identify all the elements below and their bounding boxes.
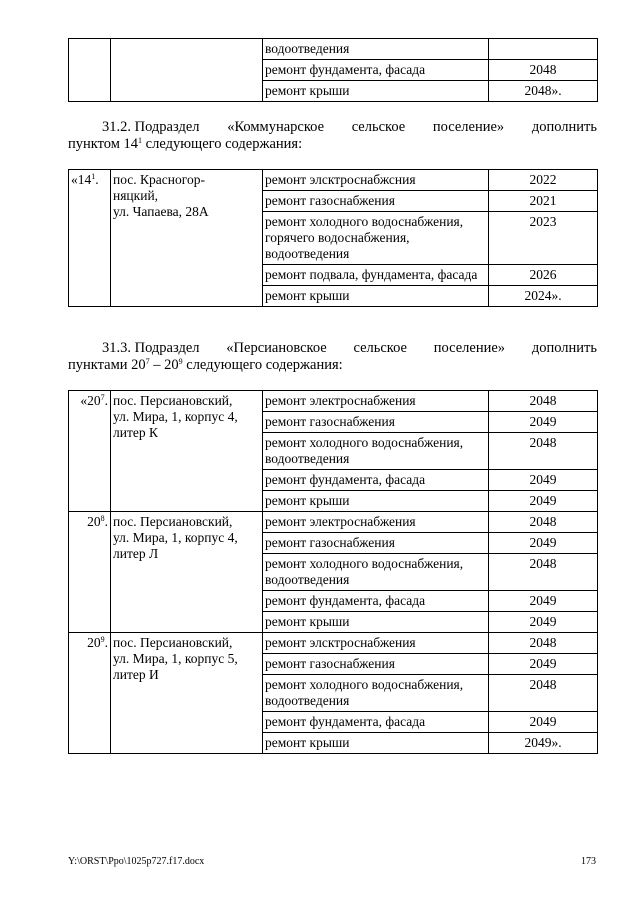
paragraph-31-2-line2 bbox=[68, 136, 597, 153]
year-cell: 2048». bbox=[489, 81, 598, 102]
p1-line2-sup: 1 bbox=[138, 136, 143, 145]
item-number-text: «14 bbox=[71, 172, 92, 187]
work-cell: ремонт фундамента, фасада bbox=[263, 712, 489, 733]
p1-line2-post: следующего содержания: bbox=[142, 136, 303, 152]
address-line: ул. Мира, 1, корпус 5, bbox=[113, 651, 238, 666]
year-cell: 2049 bbox=[489, 591, 598, 612]
work-cell: ремонт элсктроснабжсния bbox=[263, 170, 489, 191]
table-row bbox=[69, 633, 598, 654]
work-cell: ремонт холодного водоснабжения, водоотведения bbox=[263, 433, 489, 470]
p1-word-5: дополнить bbox=[531, 119, 597, 135]
item-number-sup: 9 bbox=[100, 635, 105, 644]
work-cell: ремонт холодного водоснабжения, водоотведения bbox=[263, 675, 489, 712]
item-number bbox=[69, 170, 111, 307]
work-cell: ремонт фундамента, фасада bbox=[263, 591, 489, 612]
address-cell bbox=[111, 170, 263, 307]
work-cell: ремонт газоснабжения bbox=[263, 191, 489, 212]
p1-word-1: 31.2. Подраздел bbox=[102, 119, 200, 135]
address-line: ул. Чапаева, 28А bbox=[113, 204, 209, 219]
address-line: ул. Мира, 1, корпус 4, bbox=[113, 409, 238, 424]
table-row bbox=[69, 170, 598, 191]
work-cell: ремонт подвала, фундамента, фасада bbox=[263, 265, 489, 286]
year-cell: 2049 bbox=[489, 612, 598, 633]
paragraph-31-3 bbox=[68, 340, 597, 374]
paragraph-31-3-line1 bbox=[68, 340, 597, 357]
work-cell: ремонт фундамента, фасада bbox=[263, 470, 489, 491]
empty-number-cell bbox=[69, 39, 111, 102]
item-number-sup: 8 bbox=[100, 514, 105, 523]
work-cell: ремонт электроснабжения bbox=[263, 391, 489, 412]
year-cell: 2048 bbox=[489, 391, 598, 412]
address-line: пос. Персиановский, bbox=[113, 514, 233, 529]
address-line: пос. Персиановский, bbox=[113, 635, 233, 650]
work-cell: ремонт крыши bbox=[263, 733, 489, 754]
item-number bbox=[69, 633, 111, 754]
work-cell: ремонт холодного водоснабжения, водоотведения bbox=[263, 554, 489, 591]
paragraph-31-3-line2 bbox=[68, 357, 597, 374]
p1-word-3: сельское bbox=[351, 119, 406, 135]
year-cell: 2049 bbox=[489, 412, 598, 433]
p2-line2-post: следующего содержания: bbox=[182, 357, 343, 373]
p1-word-2: «Коммунарское bbox=[227, 119, 325, 135]
year-cell: 2048 bbox=[489, 675, 598, 712]
work-cell: ремонт крыши bbox=[263, 286, 489, 307]
year-cell: 2049 bbox=[489, 712, 598, 733]
address-line: няцкий, bbox=[113, 188, 159, 203]
work-cell: ремонт крыши bbox=[263, 81, 489, 102]
item-number-text: 20 bbox=[87, 514, 101, 529]
p2-line2-mid: – 20 bbox=[149, 357, 179, 373]
item-number-suffix: . bbox=[104, 393, 108, 408]
work-cell: ремонт газоснабжения bbox=[263, 654, 489, 675]
year-cell: 2048 bbox=[489, 554, 598, 591]
year-cell: 2026 bbox=[489, 265, 598, 286]
empty-address-cell bbox=[111, 39, 263, 102]
year-cell: 2049». bbox=[489, 733, 598, 754]
work-cell: ремонт газоснабжения bbox=[263, 412, 489, 433]
address-line: литер К bbox=[113, 425, 158, 440]
address-cell bbox=[111, 633, 263, 754]
address-line: пос. Красногор- bbox=[113, 172, 205, 187]
paragraph-31-2-line1 bbox=[68, 119, 597, 136]
work-cell: ремонт холодного водоснабжения, горячего водоснабжения, водоотведения bbox=[263, 212, 489, 265]
item-number-suffix: . bbox=[104, 635, 108, 650]
year-cell bbox=[489, 39, 598, 60]
year-cell: 2048 bbox=[489, 433, 598, 470]
year-cell: 2049 bbox=[489, 491, 598, 512]
footer-file-path: Y:\ORST\Ppo\1025p727.f17.docx bbox=[68, 856, 205, 867]
p2-line2-sup2: 9 bbox=[178, 357, 183, 366]
item-number bbox=[69, 512, 111, 633]
address-line: пос. Персиановский, bbox=[113, 393, 233, 408]
p2-word-2: «Персиановское bbox=[226, 340, 327, 356]
year-cell: 2023 bbox=[489, 212, 598, 265]
year-cell: 2021 bbox=[489, 191, 598, 212]
p2-word-3: сельское bbox=[353, 340, 407, 356]
table-row bbox=[69, 391, 598, 412]
p1-line2-pre: пунктом 14 bbox=[68, 136, 139, 152]
address-line: литер И bbox=[113, 667, 159, 682]
item-number bbox=[69, 391, 111, 512]
year-cell: 2024». bbox=[489, 286, 598, 307]
item-number-text: «20 bbox=[80, 393, 101, 408]
work-cell: ремонт крыши bbox=[263, 491, 489, 512]
address-line: ул. Мира, 1, корпус 4, bbox=[113, 530, 238, 545]
work-cell: водоотведения bbox=[263, 39, 489, 60]
item-number-suffix: . bbox=[104, 514, 108, 529]
p2-word-5: дополнить bbox=[531, 340, 597, 356]
address-cell bbox=[111, 391, 263, 512]
year-cell: 2048 bbox=[489, 60, 598, 81]
work-cell: ремонт газоснабжения bbox=[263, 533, 489, 554]
p2-word-1: 31.3. Подраздел bbox=[102, 340, 200, 356]
table-item-14-1 bbox=[68, 169, 598, 307]
work-cell: ремонт элсктроснабжения bbox=[263, 633, 489, 654]
p2-word-4: поселение» bbox=[433, 340, 506, 356]
p2-line2-pre: пунктами 20 bbox=[68, 357, 146, 373]
year-cell: 2049 bbox=[489, 470, 598, 491]
p2-line2-sup1: 7 bbox=[145, 357, 150, 366]
work-cell: ремонт фундамента, фасада bbox=[263, 60, 489, 81]
table-items-20 bbox=[68, 390, 598, 754]
table-continuation bbox=[68, 38, 598, 102]
year-cell: 2048 bbox=[489, 512, 598, 533]
table-row bbox=[69, 512, 598, 533]
footer-page-number: 173 bbox=[581, 856, 596, 867]
paragraph-31-2 bbox=[68, 119, 597, 153]
item-number-sup: 7 bbox=[100, 393, 105, 402]
address-cell bbox=[111, 512, 263, 633]
item-number-sup: 1 bbox=[91, 172, 96, 181]
table-row bbox=[69, 39, 598, 60]
item-number-suffix: . bbox=[95, 172, 99, 187]
p1-word-4: поселение» bbox=[432, 119, 505, 135]
year-cell: 2049 bbox=[489, 533, 598, 554]
year-cell: 2048 bbox=[489, 633, 598, 654]
address-line: литер Л bbox=[113, 546, 159, 561]
year-cell: 2022 bbox=[489, 170, 598, 191]
item-number-text: 20 bbox=[87, 635, 101, 650]
year-cell: 2049 bbox=[489, 654, 598, 675]
work-cell: ремонт крыши bbox=[263, 612, 489, 633]
work-cell: ремонт электроснабжения bbox=[263, 512, 489, 533]
